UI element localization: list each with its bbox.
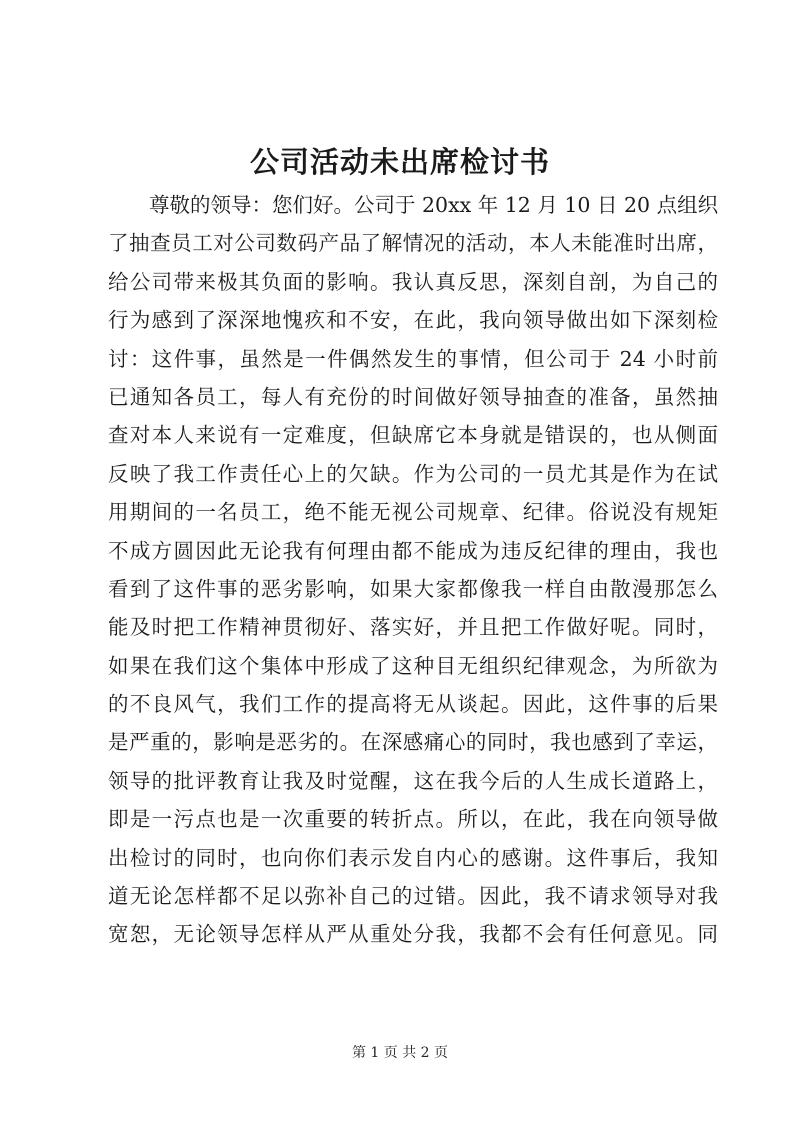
body-line: 即是一污点也是一次重要的转折点。所以，在此，我在向领导做 xyxy=(108,807,718,832)
body-line: 反映了我工作责任心上的欠缺。作为公司的一员尤其是作为在试 xyxy=(108,461,718,486)
body-line: 不成方圆因此无论我有何理由都不能成为违反纪律的理由，我也 xyxy=(108,538,718,563)
document-body xyxy=(108,186,718,954)
body-line: 行为感到了深深地愧疚和不安，在此，我向领导做出如下深刻检 xyxy=(108,308,718,333)
page-number-footer: 第 1 页 共 2 页 xyxy=(351,1045,449,1061)
body-line: 讨：这件事，虽然是一件偶然发生的事情，但公司于 24 小时前 xyxy=(108,346,718,371)
body-line: 如果在我们这个集体中形成了这种目无组织纪律观念，为所欲为 xyxy=(108,653,718,678)
body-line: 的不良风气，我们工作的提高将无从谈起。因此，这件事的后果 xyxy=(108,692,718,717)
body-line: 是严重的，影响是恶劣的。在深感痛心的同时，我也感到了幸运， xyxy=(108,730,718,755)
body-line: 出检讨的同时，也向你们表示发自内心的感谢。这件事后，我知 xyxy=(108,845,718,870)
body-line: 领导的批评教育让我及时觉醒，这在我今后的人生成长道路上， xyxy=(108,768,718,793)
body-line: 道无论怎样都不足以弥补自己的过错。因此，我不请求领导对我 xyxy=(108,884,718,909)
body-line: 查对本人来说有一定难度，但缺席它本身就是错误的，也从侧面 xyxy=(108,423,718,448)
body-line: 给公司带来极其负面的影响。我认真反思，深刻自剖，为自己的 xyxy=(108,269,718,294)
body-line: 用期间的一名员工，绝不能无视公司规章、纪律。俗说没有规矩 xyxy=(108,500,718,525)
body-line: 尊敬的领导：您们好。公司于 20xx 年 12 月 10 日 20 点组织 xyxy=(149,193,719,217)
document-title: 公司活动未出席检讨书 xyxy=(249,145,550,179)
body-line: 宽恕，无论领导怎样从严从重处分我，我都不会有任何意见。同 xyxy=(108,922,718,947)
body-line: 能及时把工作精神贯彻好、落实好，并且把工作做好呢。同时， xyxy=(108,615,718,640)
body-line: 了抽查员工对公司数码产品了解情况的活动，本人未能准时出席， xyxy=(108,231,718,256)
body-line: 看到了这件事的恶劣影响，如果大家都像我一样自由散漫那怎么 xyxy=(108,576,718,601)
body-line: 已通知各员工，每人有充份的时间做好领导抽查的准备，虽然抽 xyxy=(108,384,718,409)
